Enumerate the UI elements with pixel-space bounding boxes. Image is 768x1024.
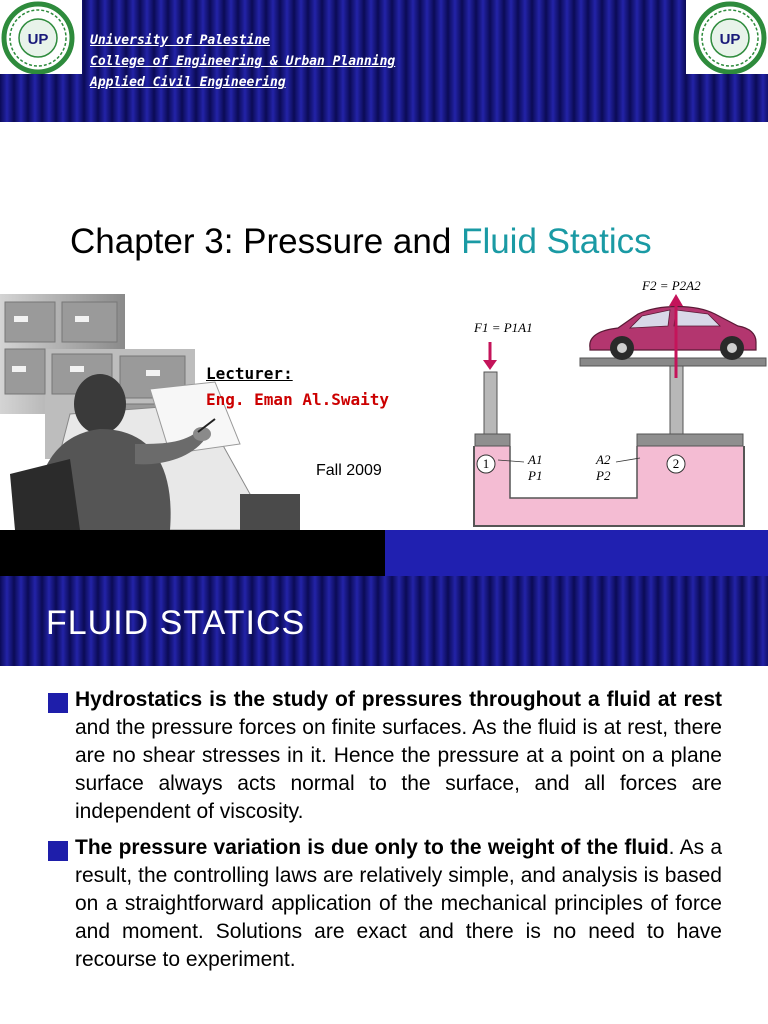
pressure1-label: P1 <box>528 468 543 483</box>
chapter-title <box>70 222 652 262</box>
bullet-bold-text: The pressure variation is due only to the weight of the fluid <box>75 836 669 859</box>
force2-label: F2 = P2A2 <box>642 278 701 293</box>
area1-label: A1 <box>528 452 543 467</box>
term-label: Fall 2009 <box>316 462 382 479</box>
footer-bar-black <box>0 530 385 576</box>
bullet-text <box>75 834 722 974</box>
piston1-number: 1 <box>482 456 490 471</box>
chapter-title-accent: Fluid Statics <box>461 222 652 261</box>
slide-title: FLUID STATICS <box>46 604 306 642</box>
force1-label: F1 = P1A1 <box>474 320 533 335</box>
bullet-item <box>48 686 722 826</box>
hydraulic-press-diagram <box>470 268 768 535</box>
chapter-title-prefix: Chapter 3: Pressure and <box>70 222 462 261</box>
bullet-body-text: . As a result, the controlling laws are relatively simple, and analysis is based on a straightforward application of the mechanical principles of force and moment. Solutions are exact and there is no need to have recourse to experiment. <box>75 836 723 971</box>
content-slide <box>0 576 768 1024</box>
university-name: University of Palestine <box>90 33 271 48</box>
university-logo-left <box>0 0 82 74</box>
lecturer-name: Eng. Eman Al.Swaity <box>206 390 390 409</box>
pressure2-label: P2 <box>596 468 611 483</box>
area2-label: A2 <box>596 452 611 467</box>
university-header <box>90 30 395 93</box>
department-name: Applied Civil Engineering <box>90 75 286 90</box>
piston2-number: 2 <box>672 456 680 471</box>
bullet-bold-text: Hydrostatics is the study of pressures throughout a fluid at rest <box>75 688 722 711</box>
bullet-body-text: and the pressure forces on finite surfaces. As the fluid is at rest, there are no shear stresses in it. Hence the pressure at a point on a plane surface always acts normal to the surface, and all forces are independent of viscosity. <box>75 716 722 823</box>
lecturer-label: Lecturer: <box>206 364 293 383</box>
square-bullet-icon <box>48 841 68 861</box>
bullet-list <box>48 686 722 982</box>
college-name: College of Engineering & Urban Planning <box>90 54 396 69</box>
bullet-item <box>48 834 722 974</box>
footer-bar-blue <box>385 530 768 576</box>
square-bullet-icon <box>48 693 68 713</box>
bullet-text <box>75 686 722 826</box>
logo-text: UP <box>719 31 741 48</box>
office-worker-illustration <box>0 294 300 535</box>
logo-text: UP <box>27 31 49 48</box>
university-logo-right <box>686 0 768 74</box>
